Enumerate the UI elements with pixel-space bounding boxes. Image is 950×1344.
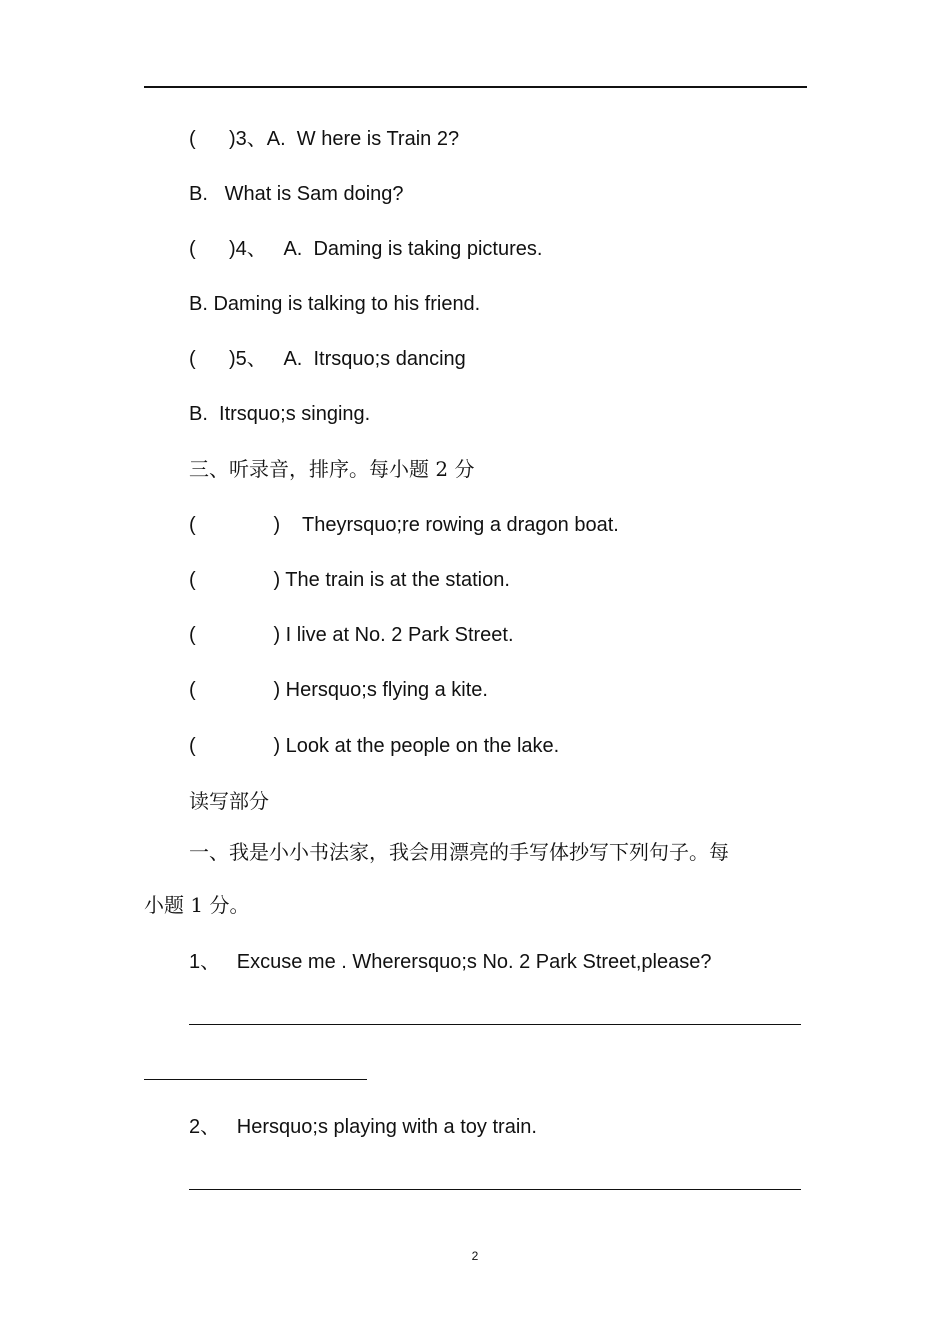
- question-5-option-b: B. Itrsquo;s singing.: [189, 403, 371, 425]
- calligraphy-instruction-line-1: 一、我是小小书法家，我会用漂亮的手写体抄写下列句子。每: [189, 840, 729, 864]
- ordering-item-2: ( ) The train is at the station.: [189, 569, 510, 591]
- answer-line-2a: [189, 1189, 801, 1190]
- ordering-item-3: ( ) I live at No. 2 Park Street.: [189, 624, 514, 646]
- answer-line-1b: [144, 1079, 367, 1080]
- page-number: 2: [471, 1249, 479, 1263]
- question-3-option-b: B. What is Sam doing?: [189, 183, 404, 205]
- ordering-item-5: ( ) Look at the people on the lake.: [189, 735, 560, 757]
- ordering-item-4: ( ) Hersquo;s flying a kite.: [189, 679, 488, 701]
- copy-sentence-1: 1、 Excuse me . Wherersquo;s No. 2 Park Street,please?: [189, 951, 712, 973]
- answer-line-1a: [189, 1024, 801, 1025]
- copy-sentence-2: 2、 Hersquo;s playing with a toy train.: [189, 1116, 537, 1138]
- section-3-heading: 三、听录音，排序。每小题 2 分: [189, 457, 475, 481]
- question-4-option-a: ( )4、 A. Daming is taking pictures.: [189, 238, 543, 260]
- reading-writing-heading: 读写部分: [189, 789, 269, 813]
- calligraphy-instruction-line-2: 小题 1 分。: [144, 893, 250, 917]
- question-3-option-a: ( )3、A. W here is Train 2?: [189, 128, 460, 150]
- ordering-item-1: ( ) Theyrsquo;re rowing a dragon boat.: [189, 514, 619, 536]
- header-rule: [144, 86, 807, 88]
- question-5-option-a: ( )5、 A. Itrsquo;s dancing: [189, 348, 466, 370]
- question-4-option-b: B. Daming is talking to his friend.: [189, 293, 481, 315]
